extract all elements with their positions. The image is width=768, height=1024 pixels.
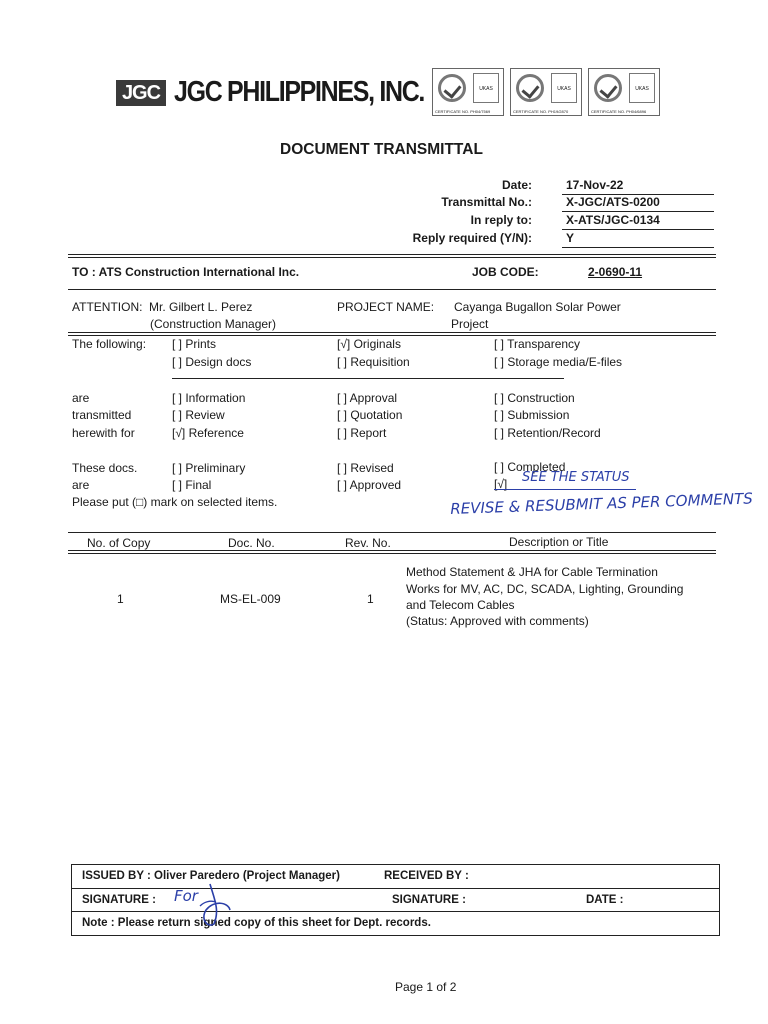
checkbox-design-docs[interactable]: [ ] Design docs [172, 355, 252, 369]
reply-required-value: Y [566, 231, 575, 245]
project-name-line1: Cayanga Bugallon Solar Power [454, 300, 621, 314]
date-value: 17-Nov-22 [566, 178, 624, 192]
checkbox-approved[interactable]: [ ] Approved [337, 478, 402, 492]
signature-label-receiver: SIGNATURE : [392, 894, 466, 906]
job-code-label: JOB CODE: [472, 265, 539, 279]
checkbox-approval[interactable]: [ ] Approval [337, 391, 398, 405]
reply-to-label: In reply to: [470, 213, 532, 227]
checkbox-report[interactable]: [ ] Report [337, 426, 387, 440]
table-header-doc-no: Doc. No. [228, 536, 275, 550]
received-by: RECEIVED BY : [384, 870, 469, 882]
sgs-seal-icon [516, 74, 544, 102]
reply-required-label: Reply required (Y/N): [412, 231, 532, 245]
page-number: Page 1 of 2 [395, 980, 457, 994]
checkbox-preliminary[interactable]: [ ] Preliminary [172, 461, 246, 475]
date-label-signoff: DATE : [586, 894, 624, 906]
status-label-2: are [72, 478, 90, 492]
certificate-number: CERTIFICATE NO. PH19/2870 [513, 109, 569, 114]
checkbox-quotation[interactable]: [ ] Quotation [337, 408, 403, 422]
checkbox-construction[interactable]: [ ] Construction [494, 391, 575, 405]
checkbox-final[interactable]: [ ] Final [172, 478, 212, 492]
mark-instruction: Please put (□) mark on selected items. [72, 495, 278, 509]
checkbox-storage-media[interactable]: [ ] Storage media/E-files [494, 355, 623, 369]
handwritten-signature: For [174, 887, 198, 905]
ukas-mark: UKAS [473, 73, 499, 103]
certification-badge [510, 68, 582, 116]
row-description-line2: Works for MV, AC, DC, SCADA, Lighting, Grounding [406, 582, 684, 596]
certificate-number: CERTIFICATE NO. PH04/7569 [435, 109, 491, 114]
checkbox-completed[interactable]: [ ] Completed [494, 460, 566, 474]
attention-role: (Construction Manager) [150, 317, 277, 331]
checkbox-requisition[interactable]: [ ] Requisition [337, 355, 410, 369]
project-name-line2: Project [451, 317, 489, 331]
recipient: TO : ATS Construction International Inc. [72, 265, 300, 279]
issued-by: ISSUED BY : Oliver Paredero (Project Manager) [82, 870, 340, 882]
sgs-seal-icon [438, 74, 466, 102]
sgs-seal-icon [594, 74, 622, 102]
checkbox-information[interactable]: [ ] Information [172, 391, 246, 405]
return-note: Note : Please return signed copy of this sheet for Dept. records. [82, 917, 431, 929]
handwritten-see-status: SEE THE STATUS [522, 470, 630, 485]
checkbox-see-status[interactable]: [√] [494, 477, 508, 491]
row-description-line4: (Status: Approved with comments) [406, 614, 589, 628]
jgc-logo-badge: JGC [116, 80, 166, 106]
purpose-label-1: are [72, 391, 90, 405]
checkbox-submission[interactable]: [ ] Submission [494, 408, 570, 422]
row-copies: 1 [117, 592, 124, 606]
page-title: DOCUMENT TRANSMITTAL [280, 141, 483, 158]
ukas-mark: UKAS [629, 73, 655, 103]
handwritten-comment: REVISE & RESUBMIT AS PER COMMENTS [450, 489, 754, 518]
checkbox-reference[interactable]: [√] Reference [172, 426, 244, 440]
transmittal-label: Transmittal No.: [441, 195, 532, 209]
signature-scribble [170, 880, 240, 930]
checkbox-revised[interactable]: [ ] Revised [337, 461, 394, 475]
attention-label: ATTENTION: [72, 300, 143, 314]
reply-to-value: X-ATS/JGC-0134 [566, 213, 660, 227]
row-doc-no: MS-EL-009 [220, 592, 281, 606]
table-header-rev-no: Rev. No. [345, 536, 391, 550]
checkbox-originals[interactable]: [√] Originals [337, 337, 401, 351]
company-name: JGC PHILIPPINES, INC. [174, 76, 425, 108]
checkbox-review[interactable]: [ ] Review [172, 408, 225, 422]
status-label-1: These docs. [72, 461, 138, 475]
table-header-copies: No. of Copy [87, 536, 151, 550]
date-label: Date: [501, 178, 532, 192]
following-label: The following: [72, 337, 147, 351]
checkbox-prints[interactable]: [ ] Prints [172, 337, 217, 351]
project-name-label: PROJECT NAME: [337, 300, 435, 314]
certification-badge [588, 68, 660, 116]
purpose-label-2: transmitted [72, 408, 132, 422]
row-description-line3: and Telecom Cables [406, 598, 515, 612]
checkbox-transparency[interactable]: [ ] Transparency [494, 337, 581, 351]
row-rev-no: 1 [367, 592, 374, 606]
signoff-box [71, 864, 720, 936]
certificate-number: CERTIFICATE NO. PH04/6896 [591, 109, 647, 114]
transmittal-number: X-JGC/ATS-0200 [566, 195, 660, 209]
ukas-mark: UKAS [551, 73, 577, 103]
table-header-description: Description or Title [509, 535, 609, 549]
job-code-value: 2-0690-11 [588, 265, 643, 279]
certification-badge [432, 68, 504, 116]
checkbox-retention-record[interactable]: [ ] Retention/Record [494, 426, 601, 440]
signature-label-issuer: SIGNATURE : [82, 894, 156, 906]
row-description-line1: Method Statement & JHA for Cable Termination [406, 565, 658, 579]
attention-name: Mr. Gilbert L. Perez [149, 300, 253, 314]
purpose-label-3: herewith for [72, 426, 135, 440]
